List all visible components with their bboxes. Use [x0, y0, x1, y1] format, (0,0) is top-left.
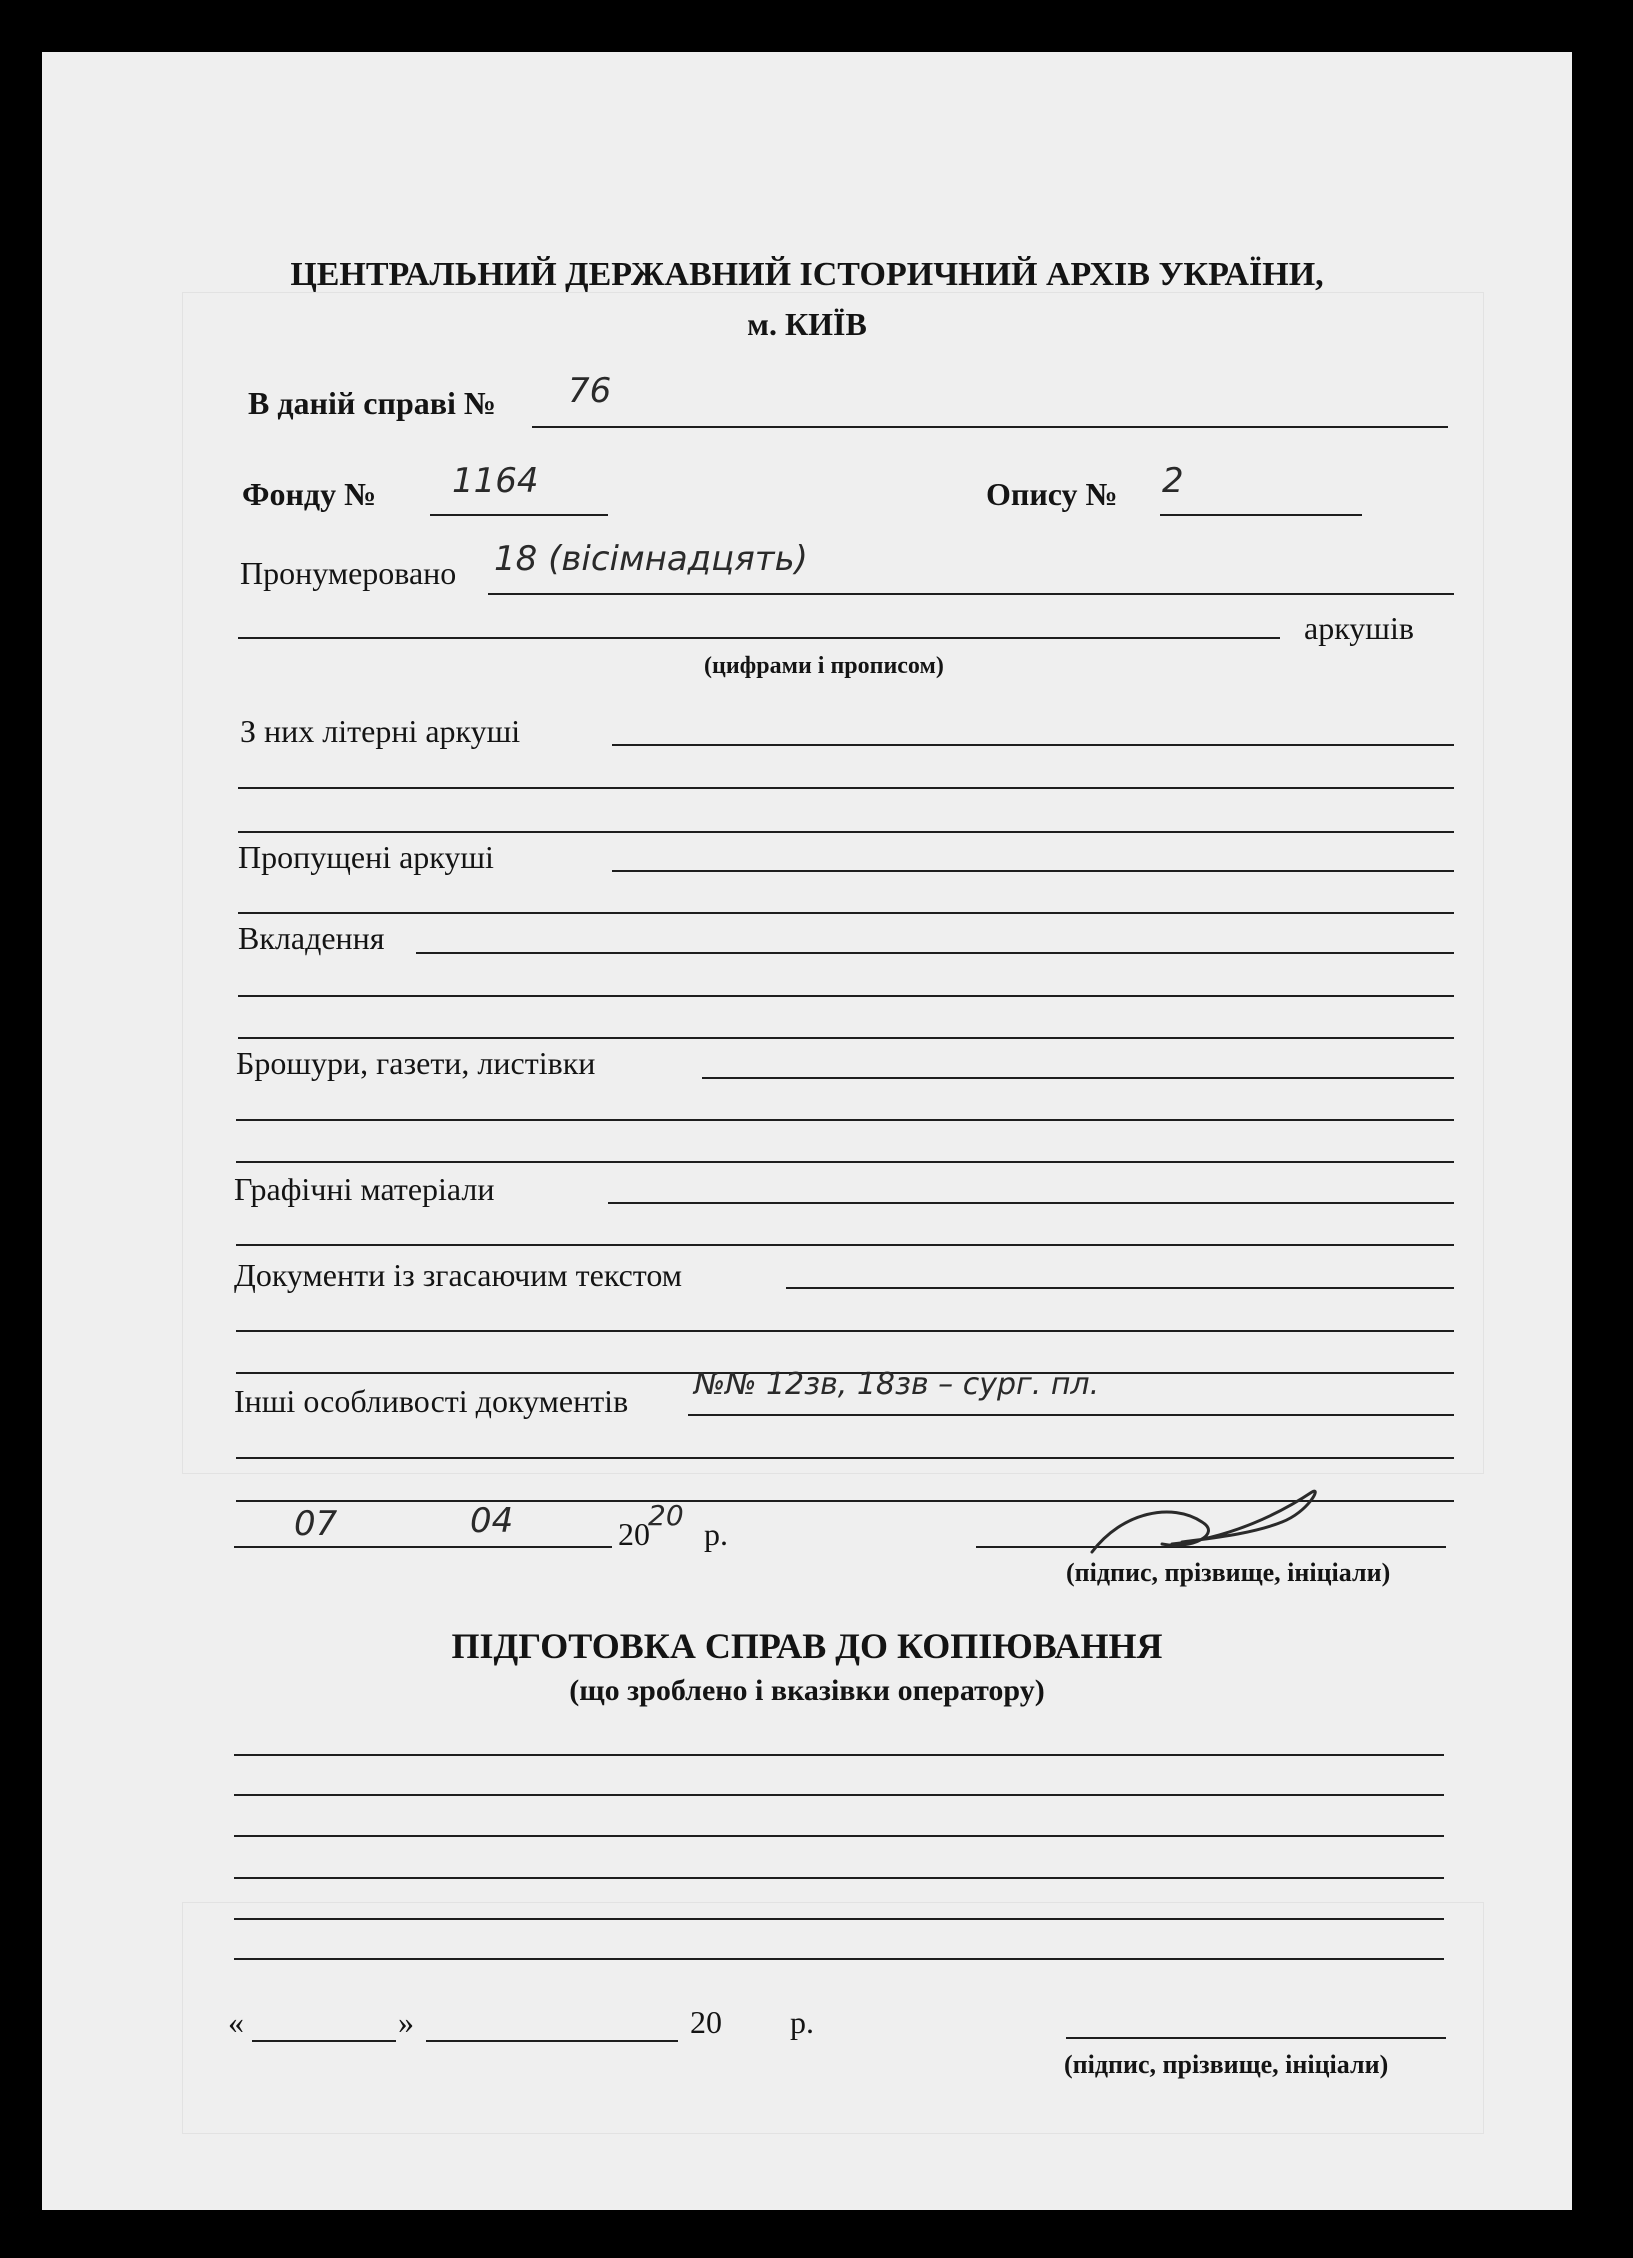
archive-name: ЦЕНТРАЛЬНИЙ ДЕРЖАВНИЙ ІСТОРИЧНИЙ АРХІВ УКРАЇНИ,	[290, 256, 1324, 293]
date2-month-line	[426, 2040, 678, 2042]
fading-text-line	[786, 1287, 1454, 1289]
missing-sheets-label: Пропущені аркуші	[238, 839, 494, 875]
numbered-line	[488, 593, 1454, 595]
date1-day: 07	[294, 1504, 338, 1544]
letter-sheets-label: З них літерні аркуші	[240, 713, 521, 749]
date1-year-prefix: 20	[618, 1516, 650, 1552]
numbered-label: Пронумеровано	[240, 555, 457, 591]
signature-caption-2: (підпис, прізвище, ініціали)	[1064, 2050, 1389, 2079]
date1-year-mark: р.	[704, 1516, 728, 1552]
brochures-line	[702, 1077, 1454, 1079]
brochures-line-3	[236, 1161, 1454, 1163]
opys-line	[1160, 514, 1362, 516]
date2-close-quote: »	[398, 2004, 414, 2040]
section2-line-4	[234, 1877, 1444, 1879]
case-number-value: 76	[568, 371, 612, 411]
fading-text-label: Документи із згасаючим текстом	[234, 1257, 682, 1293]
date1-year-suffix: 20	[648, 1499, 684, 1532]
letter-sheets-line-3	[238, 831, 1454, 833]
section2-subtitle: (що зроблено і вказівки оператору)	[569, 1674, 1045, 1707]
bleed-through-table	[182, 292, 1484, 1474]
section2-line-5	[234, 1918, 1444, 1920]
section2-line-1	[234, 1754, 1444, 1756]
numbered-line-2	[238, 637, 1280, 639]
section2-line-3	[234, 1835, 1444, 1837]
date1-month: 04	[470, 1501, 514, 1541]
bleed-through-table-lower	[182, 1902, 1484, 2134]
attachments-label: Вкладення	[238, 920, 385, 956]
opys-value: 2	[1162, 461, 1184, 501]
fond-line	[430, 514, 608, 516]
section2-title: ПІДГОТОВКА СПРАВ ДО КОПІЮВАННЯ	[451, 1626, 1163, 1666]
signature-line-2	[1066, 2037, 1446, 2039]
fond-label: Фонду №	[242, 476, 377, 512]
section2-line-6	[234, 1958, 1444, 1960]
letter-sheets-line-2	[238, 787, 1454, 789]
date2-year-mark: р.	[790, 2004, 814, 2040]
other-features-line-2	[236, 1457, 1454, 1459]
attachments-line	[416, 952, 1454, 954]
date1-month-line	[404, 1546, 612, 1548]
archive-city: м. КИЇВ	[747, 306, 867, 342]
brochures-line-2	[236, 1119, 1454, 1121]
date2-open-quote: «	[228, 2004, 244, 2040]
attachments-line-2	[238, 995, 1454, 997]
attachments-line-3	[238, 1037, 1454, 1039]
date1-day-line	[234, 1546, 404, 1548]
other-features-value: №№ 12зв, 18зв – сург. пл.	[694, 1367, 1100, 1402]
graphics-line	[608, 1202, 1454, 1204]
numbered-hint: (цифрами і прописом)	[704, 653, 944, 679]
signature-caption-1: (підпис, прізвище, ініціали)	[1066, 1558, 1391, 1587]
other-features-label: Інші особливості документів	[234, 1383, 629, 1419]
fading-text-line-2	[236, 1330, 1454, 1332]
missing-sheets-line	[612, 870, 1454, 872]
letter-sheets-line	[612, 744, 1454, 746]
other-features-line	[688, 1414, 1454, 1416]
graphics-label: Графічні матеріали	[234, 1171, 495, 1207]
missing-sheets-line-2	[238, 912, 1454, 914]
document-sheet	[42, 52, 1572, 2210]
brochures-label: Брошури, газети, листівки	[236, 1045, 596, 1081]
graphics-line-2	[236, 1244, 1454, 1246]
numbered-suffix: аркушів	[1304, 610, 1414, 646]
numbered-value: 18 (вісімнадцять)	[494, 539, 808, 579]
case-number-line	[532, 426, 1448, 428]
date2-year-prefix: 20	[690, 2004, 722, 2040]
case-number-label: В даній справі №	[248, 385, 497, 421]
date2-day-line	[252, 2040, 396, 2042]
handwritten-signature	[1082, 1472, 1342, 1572]
fond-value: 1164	[452, 461, 539, 501]
section2-line-2	[234, 1794, 1444, 1796]
opys-label: Опису №	[986, 476, 1118, 512]
